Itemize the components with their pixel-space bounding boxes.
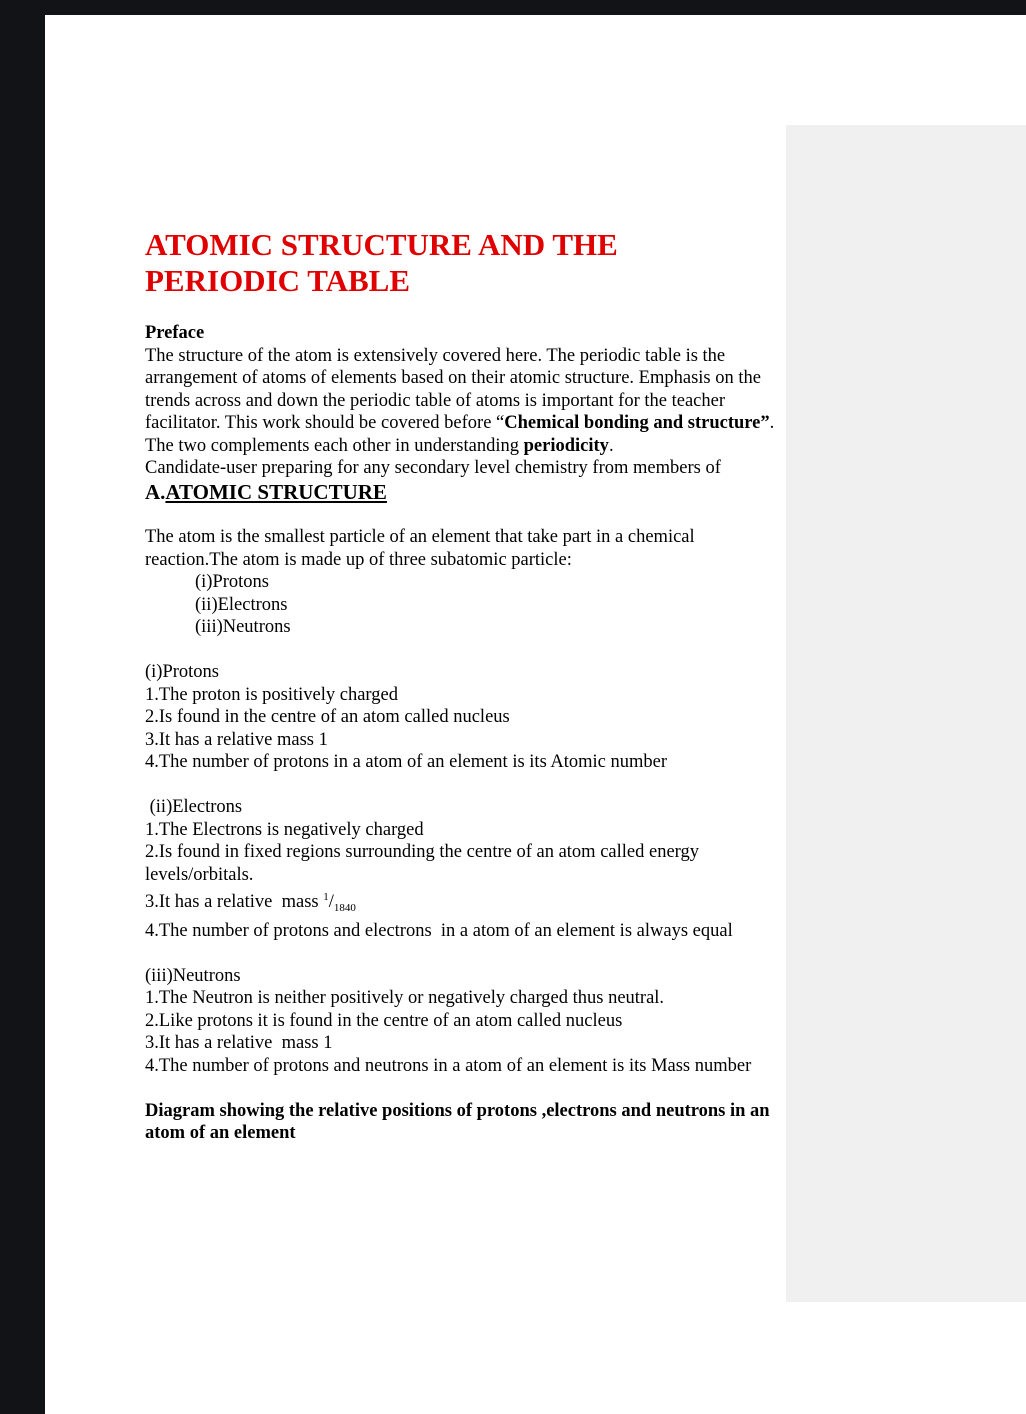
title-line-1: ATOMIC STRUCTURE AND THE [145, 227, 618, 262]
protons-point: 3.It has a relative mass 1 [145, 729, 328, 750]
preface-heading: Preface [145, 323, 205, 343]
preface-candidate-line: Candidate-user preparing for any secondary level chemistry from members of [145, 458, 721, 478]
diagram-caption: Diagram showing the relative positions of protons ,electrons and neutrons in an atom of an element [145, 1100, 770, 1143]
document-page [45, 15, 1026, 1414]
list-item: (iii)Neutrons [195, 617, 291, 637]
electrons-point: 2.Is found in fixed regions surrounding the centre of an atom called energy levels/orbitals. [145, 842, 699, 885]
intro-paragraph: The atom is the smallest particle of an element that take part in a chemical reaction.The atom is made up of three subatomic particle: [145, 527, 695, 570]
electrons-point-mass: 3.It has a relative mass $^1/_{1840}$ [145, 891, 356, 914]
neutrons-point: 4.The number of protons and neutrons in a atom of an element is its Mass number [145, 1055, 752, 1076]
protons-point: 2.Is found in the centre of an atom called nucleus [145, 707, 510, 727]
list-item: (i)Protons [195, 572, 269, 592]
protons-heading: (i)Protons [145, 662, 219, 682]
neutrons-point: 2.Like protons it is found in the centre of an atom called nucleus [145, 1010, 623, 1031]
document-title [145, 227, 785, 299]
document-content [145, 227, 785, 1145]
neutrons-heading: (iii)Neutrons [145, 965, 241, 986]
preface-paragraph: The structure of the atom is extensively covered here. The periodic table is the arrangement of atoms of elements based on their atomic structure. Emphasis on the trends across and down the periodic table of atoms is important for the teacher facilitator. This work should be covered before “Chemical bonding and structure”. The two complements each other in understanding periodicity. [145, 345, 775, 456]
protons-point: 4.The number of protons in a atom of an element is its Atomic number [145, 752, 668, 772]
list-item: (ii)Electrons [195, 594, 288, 615]
neutrons-point: 1.The Neutron is neither positively or negatively charged thus neutral. [145, 988, 665, 1008]
title-line-2: PERIODIC TABLE [145, 263, 410, 298]
particle-list [145, 571, 785, 639]
comment-margin-pane [786, 125, 1026, 1302]
neutrons-point: 3.It has a relative mass 1 [145, 1033, 333, 1053]
protons-point: 1.The proton is positively charged [145, 684, 398, 705]
electrons-heading: (ii)Electrons [145, 797, 243, 817]
electrons-point: 4.The number of protons and electrons in a atom of an element is always equal [145, 920, 733, 941]
electrons-point: 1.The Electrons is negatively charged [145, 819, 424, 840]
section-a-heading: A.ATOMIC STRUCTURE [145, 479, 387, 504]
